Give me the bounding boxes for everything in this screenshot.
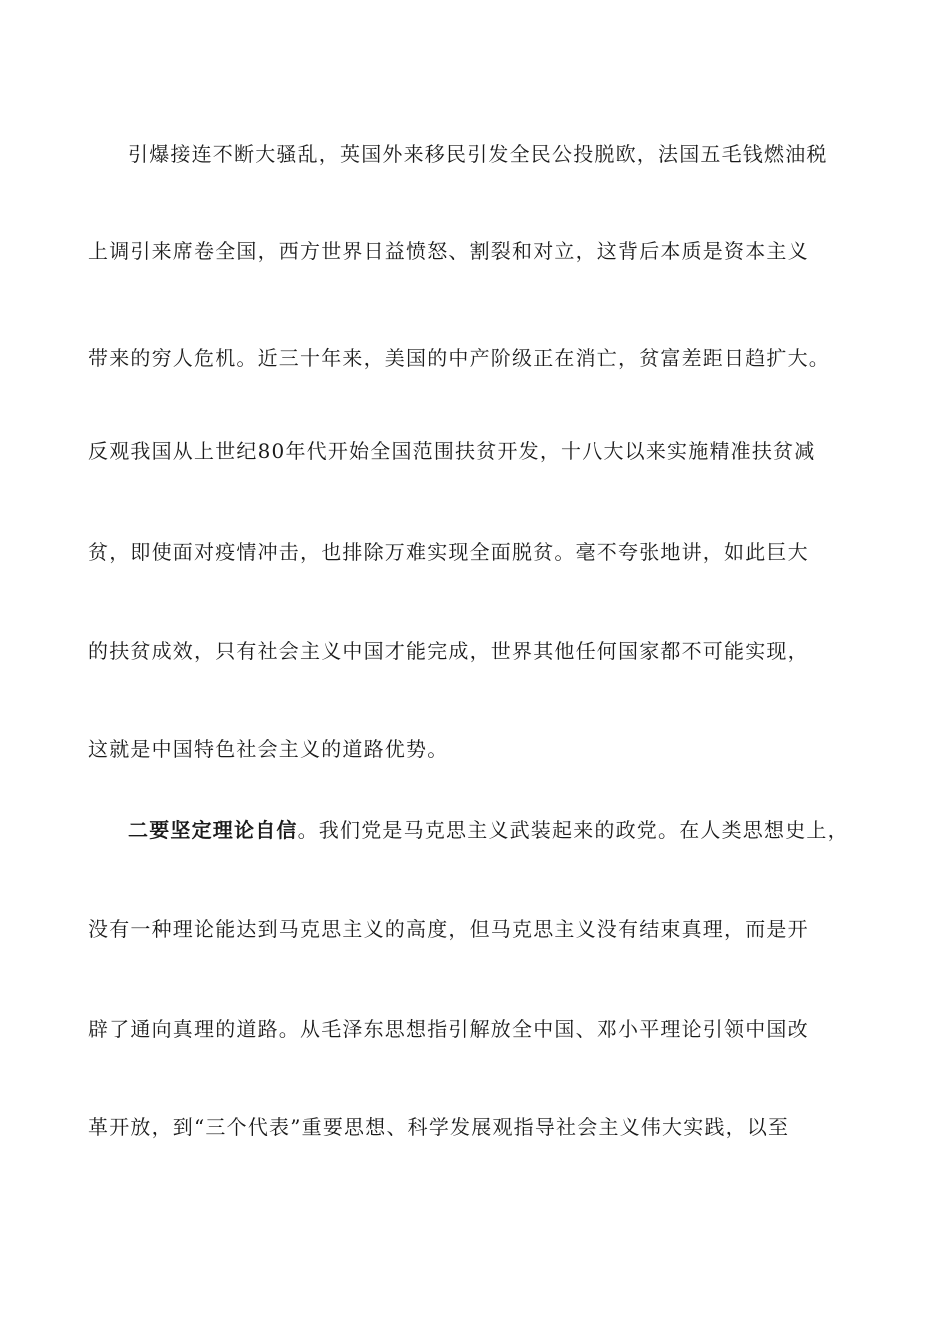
- paragraph-2-first-line-rest: 。我们党是马克思主义武装起来的政党。在人类思想史上，: [297, 818, 849, 842]
- paragraph-1-line-1: 引爆接连不断大骚乱，英国外来移民引发全民公投脱欧，法国五毛钱燃油税: [128, 142, 828, 166]
- paragraph-1-line-7: 这就是中国特色社会主义的道路优势。: [88, 737, 449, 761]
- paragraph-2-line-1: [128, 816, 908, 844]
- paragraph-2-line-4: 革开放，到“三个代表”重要思想、科学发展观指导社会主义伟大实践，以至: [88, 1115, 790, 1139]
- paragraph-2-line-3: 辟了通向真理的道路。从毛泽东思想指引解放全中国、邓小平理论引领中国改: [88, 1017, 809, 1041]
- paragraph-1-line-6: 的扶贫成效，只有社会主义中国才能完成，世界其他任何国家都不可能实现，: [88, 639, 809, 663]
- paragraph-1-line-4: 反观我国从上世纪80年代开始全国范围扶贫开发，十八大以来实施精准扶贫减: [88, 439, 816, 463]
- paragraph-2-line-2: 没有一种理论能达到马克思主义的高度，但马克思主义没有结束真理，而是开: [88, 917, 809, 941]
- paragraph-1-line-5: 贫，即使面对疫情冲击，也排除万难实现全面脱贫。毫不夸张地讲，如此巨大: [88, 540, 809, 564]
- paragraph-2-heading: 二要坚定理论自信: [128, 818, 298, 842]
- paragraph-1-line-3: 带来的穷人危机。近三十年来，美国的中产阶级正在消亡，贫富差距日趋扩大。: [88, 346, 830, 370]
- paragraph-1-line-2: 上调引来席卷全国，西方世界日益愤怒、割裂和对立，这背后本质是资本主义: [88, 239, 809, 263]
